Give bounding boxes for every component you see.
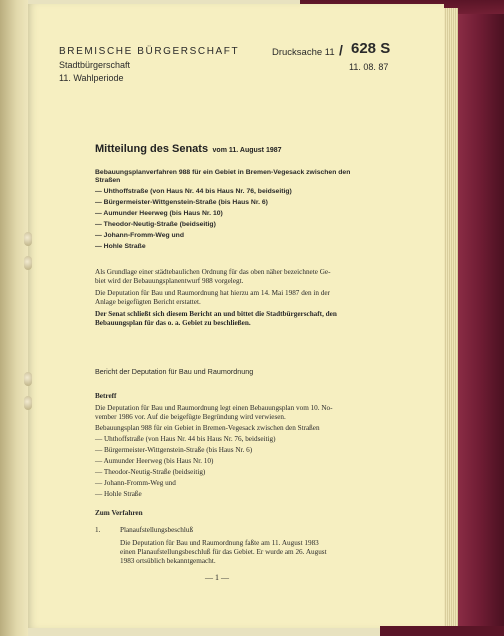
page-number: — 1 —: [205, 573, 229, 582]
drucksache-label: Drucksache 11: [272, 47, 335, 58]
subject-line: Straßen: [95, 177, 121, 184]
street-item: — Aumunder Heerweg (bis Haus Nr. 10): [95, 457, 214, 465]
body-text: Die Deputation für Bau und Raumordnung faßte am 11. August 1983: [120, 539, 319, 547]
body-text-bold: Bebauungsplan für das o. a. Gebiet zu beschließen.: [95, 319, 251, 327]
street-item: — Theodor-Neutig-Straße (beidseitig): [95, 221, 216, 228]
subheading-betreff: Betreff: [95, 392, 117, 400]
body-text: Als Grundlage einer städtebaulichen Ordnung für das oben näher bezeichnete Ge-: [95, 268, 331, 276]
body-text: einen Planaufstellungsbeschluß für das Gebiet. Er wurde am 26. August: [120, 548, 327, 556]
street-item: — Theodor-Neutig-Straße (beidseitig): [95, 468, 206, 476]
body-text: vember 1986 vor. Auf die beigefügte Begründung wird verwiesen.: [95, 413, 286, 421]
punch-hole: [24, 256, 32, 270]
body-text: 1983 ortsüblich bekanntgemacht.: [120, 557, 216, 565]
subheading-verfahren: Zum Verfahren: [95, 509, 143, 517]
street-item: — Bürgermeister-Wittgenstein-Straße (bis Haus Nr. 6): [95, 199, 268, 206]
street-item: — Hohle Straße: [95, 243, 146, 250]
org-name: BREMISCHE BÜRGERSCHAFT: [59, 46, 240, 57]
body-text: Anlage beigefügten Bericht erstattet.: [95, 298, 201, 306]
org-sub: Stadtbürgerschaft: [59, 60, 131, 70]
street-item: — Hohle Straße: [95, 490, 142, 498]
punch-hole: [24, 232, 32, 246]
title-main: Mitteilung des Senats: [95, 143, 209, 155]
title-date: vom 11. August 1987: [212, 147, 282, 154]
punch-hole: [24, 396, 32, 410]
body-text-bold: Der Senat schließt sich diesem Bericht an und bittet die Stadtbürgerschaft, den: [95, 310, 337, 318]
binder-spine: [0, 0, 28, 636]
wahlperiode: 11. Wahlperiode: [59, 73, 124, 83]
document-date: 11. 08. 87: [349, 62, 389, 72]
page-title: [95, 139, 282, 157]
body-text: biet wird der Bebauungsplanentwurf 988 vorgelegt.: [95, 277, 244, 285]
street-item: — Bürgermeister-Wittgenstein-Straße (bis Haus Nr. 6): [95, 446, 253, 454]
section-title: Bericht der Deputation für Bau und Raumordnung: [95, 367, 254, 376]
item-title: Planaufstellungsbeschluß: [120, 526, 194, 534]
binder-cover-bottom: [380, 626, 504, 636]
street-item: — Johann-Fromm-Weg und: [95, 232, 184, 239]
street-item: — Johann-Fromm-Weg und: [95, 479, 176, 487]
body-text: Bebauungsplan 988 für ein Gebiet in Bremen-Vegesack zwischen den Straßen: [95, 424, 320, 432]
item-number: 1.: [95, 526, 101, 534]
street-item: — Aumunder Heerweg (bis Haus Nr. 10): [95, 210, 223, 217]
drucksache-number: 628 S: [351, 40, 391, 57]
body-text: Die Deputation für Bau und Raumordnung legt einen Bebauungsplan vom 10. No-: [95, 404, 333, 412]
street-item: — Uhthoffstraße (von Haus Nr. 44 bis Haus Nr. 76, beidseitig): [95, 188, 292, 195]
subject-line: Bebauungsplanverfahren 988 für ein Gebiet in Bremen-Vegesack zwischen den: [95, 169, 351, 176]
body-text: Die Deputation für Bau und Raumordnung hat hierzu am 14. Mai 1987 den in der: [95, 289, 330, 297]
binder-cover: [458, 14, 504, 630]
page-edge-stack: [444, 8, 458, 626]
punch-hole: [24, 372, 32, 386]
street-item: — Uhthoffstraße (von Haus Nr. 44 bis Haus Nr. 76, beidseitig): [95, 435, 276, 443]
drucksache-slash: /: [339, 42, 343, 58]
